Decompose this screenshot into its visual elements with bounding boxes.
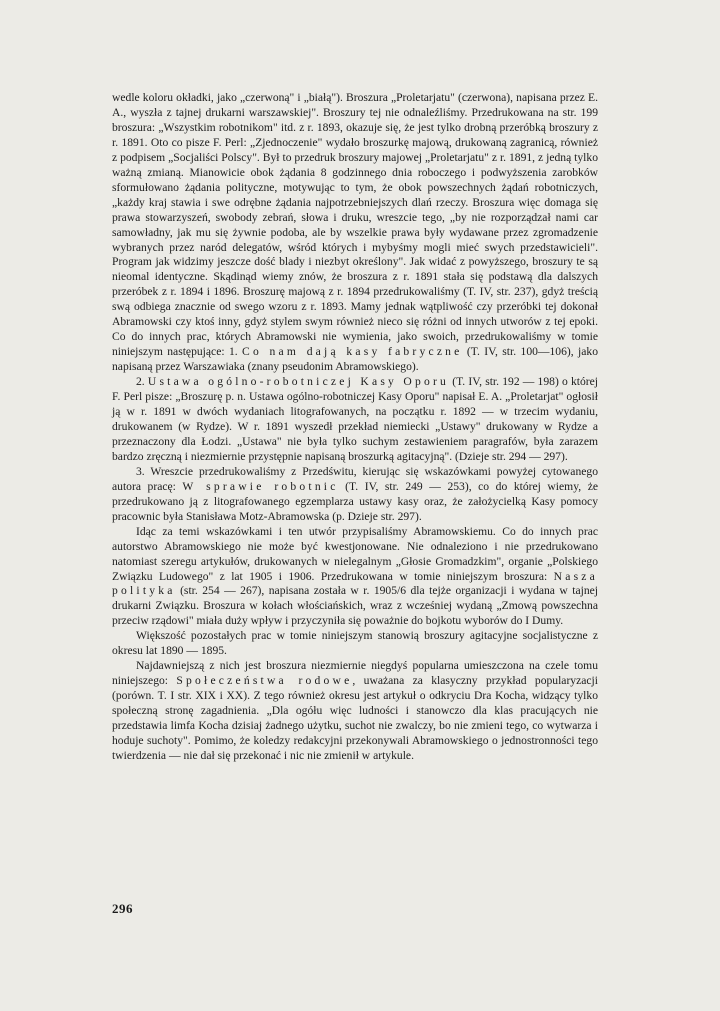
paragraph — [112, 375, 598, 465]
spaced-title: Co nam dają kasy fabryczne — [242, 345, 463, 359]
page-number: 296 — [112, 901, 133, 916]
body-text — [112, 91, 598, 764]
text-run: (T. IV, str. 192 — 198) o której F. Perl pisze: „Broszurę p. n. Ustawa ogólno-robotniczej Kasy Oporu" napisał E. A. „Proletarjat" ogłosił ją w r. 1891 w dwóch wydaniach litografowanych, na początku r. 1892 — w trzecim wydaniu, drukowanem (w Rydze). W r. 1891 wyszedł przekład niemiecki „Ustawy" drukowany w Rydze a przeznaczony dla Łodzi. „Ustawa" nie była tylko suchym zestawieniem paragrafów, była zarazem bardzo zręczną i niezmiernie przystępnie napisaną broszurką agitacyjną". (Dzieje str. 294 — 297). — [112, 375, 598, 463]
text-run: wedle koloru okładki, jako „czerwoną" i „białą"). Broszura „Proletarjatu" (czerwona), napisana przez E. A., wyszła z tajnej drukarni warszawskiej". Broszury tej nie odnaleźliśmy. Przedrukowana na str. 199 broszura: „Wszystkim robotnikom" itd. z r. 1893, okazuje się, że jest tylko drobną przeróbką broszury z r. 1891. Oto co pisze F. Perl: „Zjednoczenie" wydało broszurkę majową, drukowaną zagranicą, również z podpisem „Socjaliści Polscy". Był to przedruk broszury majowej „Proletarjatu" z r. 1891, z jedną tylko ważną zmianą. Mianowicie obok żądania 8 godzinnego dnia roboczego i podwyższenia zarobków sformułowano żądania polityczne, motywując to tym, że obok powszechnych żądań robotniczych, „każdy kraj stawia i swe odrębne żądania najpotrzebniejszych dlań rzeczy. Broszura więc domaga się prawa stowarzyszeń, swobody zebrań, słowa i druku, wreszcie tego, „by nie rozporządzał nami car samowładny, jak mu się żywnie podoba, ale by wszelkie prawa były wydawane przez zgromadzenie wybranych przez naród delegatów, wśród których i mybyśmy mogli mieć swych przedstawicieli". Program jak widzimy jeszcze dość blady i niezbyt określony". Jak widać z powyższego, broszury te są nieomal identyczne. Skądinąd wiemy znów, że broszura z r. 1891 stała się podstawą dla dalszych przeróbek z r. 1894 i 1896. Broszurę majową z r. 1894 przedrukowaliśmy (T. IV, str. 237), gdyż treścią swą odbiega znacznie od swego wzoru z r. 1893. Mamy jednak wątpliwość czy przeróbki tej dokonał Abramowski czy ktoś inny, gdyż stylem swym również nieco się różni od innych utworów z tej epoki. Co do innych prac, których Abramowski nie wymienia, jako swoich, przedrukowaliśmy w tomie niniejszym następujące: 1. — [112, 91, 598, 359]
spaced-title: Nasza polityka — [112, 569, 598, 598]
text-run: 3. Wreszcie przedrukowaliśmy z Przedświtu, kierując się wskazówkami powyżej cytowanego autora pracę: — [112, 464, 598, 493]
text-run: (str. 254 — 267), napisana została w r. 1905/6 dla tejże organizacji i wydana w tajnej drukarni Związku. Broszura w kołach włościańskich, wraz z wcześniej wydaną „Zmową powszechna przeciw rządowi" miała duży wpływ i przyczyniła się poważnie do bojkotu wyborów do I Dumy. — [112, 584, 598, 628]
paragraph — [112, 465, 598, 525]
spaced-title: Ustawa ogólno-robotniczej Kasy Oporu — [147, 375, 450, 389]
text-run: , uważana za klasyczny przykład popularyzacji (porówn. T. I str. XIX i XX). Z tego również okresu jest artykuł o odkryciu Dra Kocha, widzący tylko społeczną stronę zagadnienia. „Dla ogółu więc ludności i stanowczo dla klas pracujących nie przedstawia limfa Kocha dzisiaj żadnego użytku, suchot nie zwalczy, bo nie zmieni tego, co wytwarza i hoduje suchoty". Pomimo, że koledzy redakcyjni przekonywali Abramowskiego o jednostronności tego twierdzenia — nie dał się przekonać i nic nie zmienił w artykule. — [112, 674, 598, 762]
paragraph — [112, 525, 598, 630]
spaced-title: W sprawie robotnic — [182, 479, 339, 493]
paragraph — [112, 91, 598, 375]
text-run: Większość pozostałych prac w tomie niniejszym stanowią broszury agitacyjne socjalistyczne z okresu lat 1890 — 1895. — [112, 629, 598, 658]
paragraph — [112, 659, 598, 764]
text-run: (T. IV, str. 100—106), jako napisaną przez Warszawiaka (znany pseudonim Abramowskiego). — [112, 345, 599, 374]
text-run: Idąc za temi wskazówkami i ten utwór przypisaliśmy Abramowskiemu. Co do innych prac autorstwo Abramowskiego nie może być kwestjonowane. Nie odnaleziono i nie przedrukowano natomiast szeregu artykułów, drukowanych w nielegalnym „Głosie Gromadzkim", organie „Polskiego Związku Ludowego" z lat 1905 i 1906. Przedrukowana w tomie niniejszym broszura: — [112, 524, 598, 583]
text-run: 2. — [136, 375, 148, 389]
text-run: Najdawniejszą z nich jest broszura niezmiernie niegdyś popularna umieszczona na czele tomu niniejszego: — [112, 659, 598, 688]
paragraph — [112, 629, 598, 659]
text-run: (T. IV, str. 249 — 253), co do której wiemy, że przedrukowano ją z litografowanego egzemplarza ustawy kasy oraz, że założycielką Kasy pomocy pracownic była Stanisława Motz-Abramowska (p. Dzieje str. 297). — [112, 479, 598, 523]
spaced-title: Społeczeństwa rodowe — [176, 674, 353, 688]
